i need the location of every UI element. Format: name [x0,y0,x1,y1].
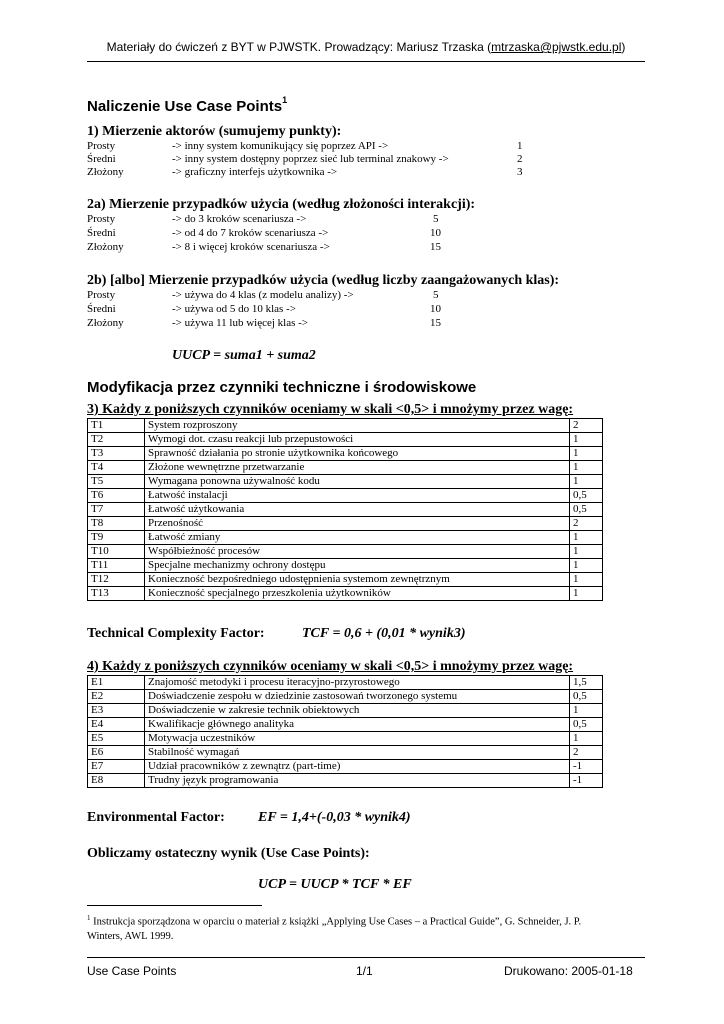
section2b-row [87,303,537,317]
description: -> używa 11 lub więcej klas -> [172,317,309,329]
header-text: Materiały do ćwiczeń z BYT w PJWSTK. Prowadzący: Mariusz Trzaska ( [106,40,492,54]
environmental-factor-row [88,676,603,690]
section1-row [87,166,537,180]
footnote [87,911,607,944]
factor-name: Współbieżność procesów [145,545,570,559]
factor-id: T4 [88,461,145,475]
factor-id: E2 [88,690,145,704]
factor-name: Doświadczenie w zakresie technik obiektowych [145,704,570,718]
technical-factor-row [88,503,603,517]
factor-name: Wymagana ponowna używalność kodu [145,475,570,489]
factor-name: Konieczność specjalnego przeszkolenia użytkowników [145,587,570,601]
factor-id: T13 [88,587,145,601]
level: Złożony [87,241,124,253]
factor-weight: 1 [570,732,603,746]
footnote-mark: 1 [87,914,91,922]
factor-name: Łatwość użytkowania [145,503,570,517]
factor-weight: 2 [570,419,603,433]
factor-weight: 2 [570,517,603,531]
technical-factor-row [88,559,603,573]
tcf-formula: TCF = 0,6 + (0,01 * wynik3) [302,626,466,641]
factor-id: T3 [88,447,145,461]
factor-id: E1 [88,676,145,690]
factor-id: T6 [88,489,145,503]
factor-name: Trudny język programowania [145,774,570,788]
technical-factor-row [88,447,603,461]
section2a-row [87,227,537,241]
factor-name: Specjalne mechanizmy ochrony dostępu [145,559,570,573]
section2a-row [87,213,537,227]
section2a-row [87,241,537,255]
factor-weight: -1 [570,774,603,788]
factor-weight: 1 [570,531,603,545]
factor-id: E8 [88,774,145,788]
factor-id: T5 [88,475,145,489]
technical-factor-row [88,573,603,587]
factor-weight: 1 [570,475,603,489]
factor-name: Motywacja uczestników [145,732,570,746]
level: Prosty [87,213,116,225]
factor-weight: 0,5 [570,718,603,732]
section1-heading: 1) Mierzenie aktorów (sumujemy punkty): [87,124,342,139]
factor-name: Wymogi dot. czasu reakcji lub przepustowości [145,433,570,447]
factor-id: T1 [88,419,145,433]
level: Średni [87,303,116,315]
email-link[interactable]: mtrzaska@pjwstk.edu.pl [491,40,622,54]
factor-id: E7 [88,760,145,774]
factor-id: T8 [88,517,145,531]
factor-name: System rozproszony [145,419,570,433]
points: 5 [433,213,439,225]
points: 10 [430,227,441,239]
factor-weight: 1 [570,587,603,601]
section2a-heading: 2a) Mierzenie przypadków użycia (według złożoności interakcji): [87,197,476,212]
environmental-factor-row [88,718,603,732]
factor-weight: 2 [570,746,603,760]
section2b-row [87,289,537,303]
level: Średni [87,153,116,165]
technical-factor-row [88,517,603,531]
section4-heading: 4) Każdy z poniższych czynników oceniamy w skali <0,5> i mnożymy przez wagę: [87,659,574,674]
factor-id: T7 [88,503,145,517]
points: 15 [430,317,441,329]
technical-factors-table [87,418,603,601]
factor-weight: 1 [570,461,603,475]
factor-weight: 1 [570,573,603,587]
factor-weight: 1 [570,433,603,447]
section1-row [87,153,537,167]
page-title-text: Naliczenie Use Case Points [87,98,283,115]
description: -> do 3 kroków scenariusza -> [172,213,307,225]
technical-factor-row [88,475,603,489]
factor-name: Udział pracowników z zewnątrz (part-time) [145,760,570,774]
section2b-row [87,317,537,331]
points: 2 [517,153,523,165]
description: -> używa od 5 do 10 klas -> [172,303,296,315]
description: -> od 4 do 7 kroków scenariusza -> [172,227,329,239]
tcf-label: Technical Complexity Factor: [87,626,265,641]
factor-name: Doświadczenie zespołu w dziedzinie zastosowań tworzonego systemu [145,690,570,704]
level: Prosty [87,140,116,152]
environmental-factor-row [88,760,603,774]
factor-weight: 0,5 [570,489,603,503]
factor-weight: 1 [570,545,603,559]
factor-weight: -1 [570,760,603,774]
level: Średni [87,227,116,239]
factor-name: Przenośność [145,517,570,531]
factor-name: Kwalifikacje głównego analityka [145,718,570,732]
factor-weight: 0,5 [570,690,603,704]
points: 5 [433,289,439,301]
description: -> inny system komunikujący się poprzez API -> [172,140,389,152]
factor-name: Znajomość metodyki i procesu iteracyjno-przyrostowego [145,676,570,690]
environmental-factors-table [87,675,603,788]
ef-formula: EF = 1,4+(-0,03 * wynik4) [258,810,411,825]
description: -> 8 i więcej kroków scenariusza -> [172,241,330,253]
factor-name: Konieczność bezpośredniego udostępnienia systemom zewnętrznym [145,573,570,587]
page-header [87,40,645,54]
factor-name: Stabilność wymagań [145,746,570,760]
factor-weight: 0,5 [570,503,603,517]
factor-id: T11 [88,559,145,573]
technical-factor-row [88,433,603,447]
environmental-factor-row [88,732,603,746]
factor-name: Łatwość instalacji [145,489,570,503]
technical-factor-row [88,587,603,601]
technical-factor-row [88,419,603,433]
points: 3 [517,166,523,178]
technical-factor-row [88,461,603,475]
factor-weight: 1 [570,559,603,573]
factor-name: Złożone wewnętrzne przetwarzanie [145,461,570,475]
footer-printed: Drukowano: 2005-01-18 [504,964,633,978]
section1-row [87,140,537,154]
factor-id: T2 [88,433,145,447]
environmental-factor-row [88,746,603,760]
level: Złożony [87,317,124,329]
factor-id: E4 [88,718,145,732]
environmental-factor-row [88,690,603,704]
factor-id: E5 [88,732,145,746]
page-title [87,97,287,115]
factor-id: T12 [88,573,145,587]
ef-label: Environmental Factor: [87,810,225,825]
factor-id: T10 [88,545,145,559]
footnote-text: Instrukcja sporządzona w oparciu o materiał z książki „Applying Use Cases – a Practical Guide”, G. Schneider, J. P. Winters, AWL 1999. [87,916,582,942]
technical-factor-row [88,489,603,503]
points: 10 [430,303,441,315]
factor-weight: 1 [570,704,603,718]
section2b-heading: 2b) [albo] Mierzenie przypadków użycia (według liczby zaangażowanych klas): [87,273,560,288]
description: -> graficzny interfejs użytkownika -> [172,166,338,178]
technical-factor-row [88,531,603,545]
factor-id: E3 [88,704,145,718]
description: -> inny system dostępny poprzez sieć lub terminal znakowy -> [172,153,449,165]
footer-page: 1/1 [356,964,373,978]
factor-weight: 1,5 [570,676,603,690]
factor-weight: 1 [570,447,603,461]
footnote-ref[interactable]: 1 [282,95,288,105]
footer-left: Use Case Points [87,964,177,978]
level: Złożony [87,166,124,178]
uucp-formula: UUCP = suma1 + suma2 [172,348,316,363]
factor-name: Łatwość zmiany [145,531,570,545]
description: -> używa do 4 klas (z modelu analizy) -> [172,289,354,301]
footer-divider [87,957,645,958]
ucp-formula: UCP = UUCP * TCF * EF [258,877,412,892]
points: 1 [517,140,523,152]
modification-heading: Modyfikacja przez czynniki techniczne i środowiskowe [87,379,477,396]
technical-factor-row [88,545,603,559]
footnote-divider [87,905,262,906]
header-close: ) [621,40,626,54]
factor-id: T9 [88,531,145,545]
section3-heading: 3) Każdy z poniższych czynników oceniamy w skali <0,5> i mnożymy przez wagę: [87,402,574,417]
points: 15 [430,241,441,253]
environmental-factor-row [88,704,603,718]
factor-name: Sprawność działania po stronie użytkownika końcowego [145,447,570,461]
final-heading: Obliczamy ostateczny wynik (Use Case Points): [87,846,370,861]
factor-id: E6 [88,746,145,760]
header-divider [87,61,645,62]
level: Prosty [87,289,116,301]
environmental-factor-row [88,774,603,788]
